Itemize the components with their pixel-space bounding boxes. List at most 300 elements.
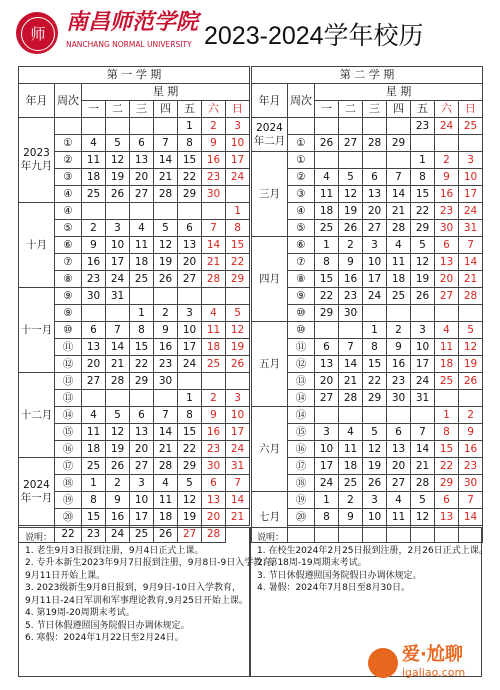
day-cell: 4 [82, 135, 106, 152]
day-cell: 3 [226, 118, 250, 135]
day-cell: 1 [435, 407, 459, 424]
day-cell: 16 [435, 186, 459, 203]
weekday-label: 一 [82, 101, 106, 118]
day-cell [435, 135, 459, 152]
table-row [252, 407, 483, 424]
day-cell: 11 [130, 237, 154, 254]
weekday-label: 一 [315, 101, 339, 118]
day-cell: 20 [363, 203, 387, 220]
day-cell: 21 [154, 169, 178, 186]
day-cell: 25 [459, 118, 483, 135]
week-header: 周次 [55, 84, 82, 118]
day-cell: 24 [178, 356, 202, 373]
day-cell: 6 [387, 424, 411, 441]
day-cell: 13 [435, 509, 459, 526]
day-cell [82, 118, 106, 135]
day-cell [435, 390, 459, 407]
day-cell: 6 [315, 339, 339, 356]
week-number: ⑯ [55, 441, 82, 458]
day-cell: 24 [411, 373, 435, 390]
day-cell: 17 [459, 186, 483, 203]
day-cell: 21 [459, 271, 483, 288]
day-cell: 15 [178, 152, 202, 169]
day-cell: 10 [130, 492, 154, 509]
day-cell: 12 [106, 152, 130, 169]
day-cell: 14 [154, 152, 178, 169]
day-cell: 21 [106, 356, 130, 373]
day-cell: 17 [226, 424, 250, 441]
day-cell: 24 [226, 441, 250, 458]
week-number: ⑱ [288, 475, 315, 492]
day-cell: 10 [178, 322, 202, 339]
day-cell: 23 [339, 288, 363, 305]
week-number: ⑰ [288, 458, 315, 475]
day-cell: 4 [387, 237, 411, 254]
day-cell [82, 390, 106, 407]
day-cell: 6 [130, 407, 154, 424]
month-label: 四月 [252, 237, 288, 322]
day-cell [315, 322, 339, 339]
day-cell: 21 [411, 458, 435, 475]
day-cell: 2 [387, 322, 411, 339]
day-cell: 28 [202, 526, 226, 543]
day-cell: 6 [363, 169, 387, 186]
day-cell: 29 [411, 220, 435, 237]
day-cell: 15 [178, 424, 202, 441]
day-cell: 3 [411, 322, 435, 339]
day-cell: 3 [315, 424, 339, 441]
day-cell: 8 [315, 509, 339, 526]
day-cell [339, 322, 363, 339]
day-cell: 23 [435, 203, 459, 220]
day-cell: 12 [459, 339, 483, 356]
day-cell: 20 [130, 169, 154, 186]
day-cell: 26 [106, 458, 130, 475]
weekday-label: 日 [459, 101, 483, 118]
day-cell: 15 [363, 356, 387, 373]
day-cell: 4 [154, 475, 178, 492]
day-cell: 29 [363, 390, 387, 407]
day-cell: 6 [435, 237, 459, 254]
day-cell: 27 [387, 475, 411, 492]
university-logo [16, 12, 58, 54]
weekday-label: 四 [387, 101, 411, 118]
day-cell: 8 [178, 407, 202, 424]
day-cell [82, 203, 106, 220]
week-number: ⑩ [288, 305, 315, 322]
day-cell: 29 [226, 271, 250, 288]
day-cell: 1 [130, 305, 154, 322]
week-number: ④ [55, 186, 82, 203]
day-cell: 8 [130, 322, 154, 339]
day-cell: 17 [363, 271, 387, 288]
day-cell: 21 [202, 254, 226, 271]
day-cell [315, 118, 339, 135]
day-cell: 22 [178, 169, 202, 186]
day-cell [130, 203, 154, 220]
day-cell: 23 [154, 356, 178, 373]
week-number: ⑯ [288, 441, 315, 458]
day-cell: 28 [339, 390, 363, 407]
day-cell: 21 [387, 203, 411, 220]
day-cell: 14 [226, 492, 250, 509]
day-cell: 19 [178, 509, 202, 526]
week-number: ⑬ [55, 373, 82, 390]
table-row [19, 373, 250, 390]
day-cell [202, 203, 226, 220]
day-cell: 8 [411, 169, 435, 186]
day-cell [106, 305, 130, 322]
day-cell: 26 [106, 186, 130, 203]
day-cell: 5 [154, 220, 178, 237]
week-number: ⑦ [55, 254, 82, 271]
week-number: ⑳ [55, 509, 82, 526]
day-cell: 15 [315, 271, 339, 288]
day-cell [387, 152, 411, 169]
day-cell: 4 [435, 322, 459, 339]
day-cell [130, 118, 154, 135]
month-label: 2024年二月 [252, 118, 288, 152]
day-cell: 2 [339, 237, 363, 254]
table-row [252, 492, 483, 509]
month-label: 三月 [252, 152, 288, 237]
day-cell: 18 [435, 356, 459, 373]
day-cell: 22 [315, 288, 339, 305]
day-cell: 24 [459, 203, 483, 220]
semester1-calendar-table [18, 66, 250, 543]
day-cell: 10 [363, 254, 387, 271]
day-cell: 14 [154, 424, 178, 441]
day-cell [339, 152, 363, 169]
day-cell: 16 [202, 152, 226, 169]
day-cell: 7 [459, 492, 483, 509]
day-cell: 15 [226, 237, 250, 254]
day-cell: 20 [435, 271, 459, 288]
day-cell: 27 [339, 135, 363, 152]
day-cell: 7 [411, 424, 435, 441]
table-row [252, 152, 483, 169]
day-cell: 31 [226, 458, 250, 475]
day-cell [411, 135, 435, 152]
week-number: ⑪ [55, 339, 82, 356]
day-cell: 10 [226, 407, 250, 424]
day-cell: 6 [130, 135, 154, 152]
week-number: ② [288, 169, 315, 186]
day-cell: 27 [82, 373, 106, 390]
week-number: ⑦ [288, 254, 315, 271]
week-number: ⑪ [288, 339, 315, 356]
day-cell: 25 [435, 373, 459, 390]
day-cell: 29 [130, 373, 154, 390]
day-cell: 24 [226, 169, 250, 186]
weekday-label: 六 [435, 101, 459, 118]
weekday-label: 六 [202, 101, 226, 118]
day-cell: 10 [106, 237, 130, 254]
day-cell: 16 [202, 424, 226, 441]
day-cell [202, 373, 226, 390]
day-cell: 16 [459, 441, 483, 458]
day-cell: 31 [411, 390, 435, 407]
week-number: ⑫ [288, 356, 315, 373]
day-cell [339, 118, 363, 135]
day-cell: 17 [411, 356, 435, 373]
weekday-label: 日 [226, 101, 250, 118]
day-cell: 18 [82, 441, 106, 458]
day-cell: 29 [315, 305, 339, 322]
month-label: 十二月 [19, 373, 55, 458]
day-cell: 5 [459, 322, 483, 339]
day-cell: 28 [106, 373, 130, 390]
day-cell: 29 [435, 475, 459, 492]
day-cell: 28 [154, 186, 178, 203]
day-cell [202, 288, 226, 305]
month-label: 六月 [252, 407, 288, 492]
day-cell: 27 [363, 220, 387, 237]
day-cell: 23 [202, 441, 226, 458]
day-cell: 13 [178, 237, 202, 254]
day-cell: 2 [106, 475, 130, 492]
notes-title: 说明： [25, 533, 53, 543]
day-cell [106, 390, 130, 407]
day-cell: 18 [82, 169, 106, 186]
day-cell: 30 [202, 186, 226, 203]
day-cell: 13 [363, 186, 387, 203]
day-cell [363, 407, 387, 424]
weekday-header: 星 期 [82, 84, 250, 101]
week-number [55, 118, 82, 135]
month-header: 年月 [252, 84, 288, 118]
note-line: 6. 寒假：2024年1月22日至2月24日。 [25, 633, 184, 643]
day-cell: 25 [339, 475, 363, 492]
day-cell: 7 [339, 339, 363, 356]
day-cell: 8 [178, 135, 202, 152]
day-cell: 14 [339, 356, 363, 373]
day-cell: 23 [202, 169, 226, 186]
week-number: ③ [288, 186, 315, 203]
day-cell: 22 [411, 203, 435, 220]
day-cell: 10 [226, 135, 250, 152]
weekday-label: 三 [363, 101, 387, 118]
day-cell: 15 [130, 339, 154, 356]
weekday-label: 三 [130, 101, 154, 118]
day-cell: 26 [154, 271, 178, 288]
day-cell: 10 [411, 339, 435, 356]
day-cell: 26 [154, 526, 178, 543]
month-header: 年月 [19, 84, 55, 118]
day-cell: 24 [106, 526, 130, 543]
day-cell: 7 [387, 169, 411, 186]
day-cell: 12 [178, 492, 202, 509]
week-number: ② [55, 152, 82, 169]
week-header: 周次 [288, 84, 315, 118]
day-cell: 14 [387, 186, 411, 203]
week-number: ⑮ [288, 424, 315, 441]
university-logo-glyph: 师 [21, 17, 55, 51]
week-number: ④ [55, 203, 82, 220]
day-cell: 25 [130, 526, 154, 543]
day-cell: 13 [435, 254, 459, 271]
day-cell: 13 [387, 441, 411, 458]
week-number [288, 118, 315, 135]
weekday-header: 星 期 [315, 84, 483, 101]
day-cell: 23 [411, 118, 435, 135]
day-cell: 2 [202, 118, 226, 135]
day-cell: 30 [82, 288, 106, 305]
day-cell: 25 [387, 288, 411, 305]
day-cell: 23 [82, 271, 106, 288]
weekday-label: 五 [178, 101, 202, 118]
day-cell: 3 [363, 492, 387, 509]
day-cell [178, 373, 202, 390]
day-cell: 9 [82, 237, 106, 254]
day-cell: 21 [339, 373, 363, 390]
day-cell: 12 [363, 441, 387, 458]
day-cell: 20 [130, 441, 154, 458]
day-cell: 29 [178, 186, 202, 203]
day-cell: 2 [154, 305, 178, 322]
week-number: ⑫ [55, 356, 82, 373]
note-line: 1. 在校生2024年2月25日报到注册，2月26日正式上课。 [257, 545, 488, 556]
day-cell: 9 [339, 509, 363, 526]
day-cell [226, 186, 250, 203]
day-cell: 9 [387, 339, 411, 356]
day-cell: 14 [459, 254, 483, 271]
day-cell: 17 [315, 458, 339, 475]
day-cell [459, 135, 483, 152]
week-number: ⑥ [288, 237, 315, 254]
day-cell: 6 [178, 220, 202, 237]
day-cell: 12 [339, 186, 363, 203]
day-cell: 20 [387, 458, 411, 475]
week-number: ⑲ [288, 492, 315, 509]
day-cell [459, 305, 483, 322]
day-cell: 26 [363, 475, 387, 492]
day-cell: 6 [202, 475, 226, 492]
day-cell: 19 [411, 271, 435, 288]
day-cell: 5 [411, 492, 435, 509]
day-cell: 31 [459, 220, 483, 237]
week-number: ⑭ [288, 407, 315, 424]
notes-title: 说明： [257, 533, 285, 543]
day-cell: 27 [178, 526, 202, 543]
week-number: ⑨ [55, 288, 82, 305]
day-cell: 23 [459, 458, 483, 475]
day-cell: 9 [435, 169, 459, 186]
day-cell: 21 [226, 509, 250, 526]
day-cell: 1 [363, 322, 387, 339]
day-cell: 4 [82, 407, 106, 424]
month-label: 七月 [252, 492, 288, 543]
day-cell: 3 [178, 305, 202, 322]
day-cell: 9 [154, 322, 178, 339]
week-number: ① [288, 135, 315, 152]
day-cell: 11 [82, 424, 106, 441]
day-cell [363, 152, 387, 169]
day-cell: 14 [106, 339, 130, 356]
day-cell: 7 [459, 237, 483, 254]
watermark-logo-icon [368, 648, 398, 678]
day-cell [387, 305, 411, 322]
day-cell [106, 118, 130, 135]
day-cell: 26 [411, 288, 435, 305]
page-header [0, 0, 500, 62]
month-label: 2024年一月 [19, 458, 55, 526]
day-cell: 17 [130, 509, 154, 526]
day-cell: 11 [82, 152, 106, 169]
day-cell: 17 [226, 152, 250, 169]
week-number: ⑬ [55, 390, 82, 407]
day-cell: 19 [226, 339, 250, 356]
week-number: ⑤ [55, 220, 82, 237]
table-row [19, 203, 250, 220]
month-label: 2023年九月 [19, 118, 55, 203]
day-cell: 8 [315, 254, 339, 271]
day-cell: 6 [82, 322, 106, 339]
day-cell: 30 [154, 373, 178, 390]
day-cell: 7 [106, 322, 130, 339]
day-cell: 15 [411, 186, 435, 203]
note-line: 1. 老生9月3日报到注册，9月4日正式上课。 [25, 545, 204, 556]
day-cell [459, 390, 483, 407]
week-number: ⑲ [55, 492, 82, 509]
watermark-url: igaliao.com [402, 666, 466, 679]
day-cell [226, 288, 250, 305]
day-cell: 11 [315, 186, 339, 203]
table-row [19, 118, 250, 135]
day-cell: 11 [387, 509, 411, 526]
day-cell: 4 [130, 220, 154, 237]
day-cell: 25 [82, 186, 106, 203]
day-cell: 13 [202, 492, 226, 509]
page-title: 2023-2024学年校历 [204, 22, 424, 50]
week-number: ⑨ [288, 288, 315, 305]
day-cell: 24 [106, 271, 130, 288]
day-cell: 2 [435, 152, 459, 169]
day-cell: 31 [106, 288, 130, 305]
week-number: ⑨ [55, 305, 82, 322]
day-cell: 22 [435, 458, 459, 475]
day-cell: 25 [315, 220, 339, 237]
table-row [252, 322, 483, 339]
day-cell: 7 [226, 475, 250, 492]
day-cell: 3 [130, 475, 154, 492]
table-row [19, 458, 250, 475]
day-cell: 3 [459, 152, 483, 169]
semester1-title: 第 一 学 期 [19, 67, 250, 84]
day-cell: 9 [459, 424, 483, 441]
day-cell: 27 [130, 186, 154, 203]
day-cell [82, 305, 106, 322]
week-number: ⑥ [55, 237, 82, 254]
week-number: ⑱ [55, 475, 82, 492]
week-number: ③ [55, 169, 82, 186]
note-line: 3. 节日休假遵照国务院假日办调休规定。 [257, 570, 422, 581]
day-cell: 1 [226, 203, 250, 220]
day-cell: 3 [226, 390, 250, 407]
day-cell: 30 [459, 475, 483, 492]
day-cell: 25 [130, 271, 154, 288]
week-number: ⑭ [55, 407, 82, 424]
day-cell: 8 [226, 220, 250, 237]
day-cell: 28 [154, 458, 178, 475]
day-cell: 19 [363, 458, 387, 475]
semester1-notes [18, 527, 275, 677]
day-cell: 5 [411, 237, 435, 254]
day-cell: 1 [411, 152, 435, 169]
day-cell: 5 [226, 305, 250, 322]
day-cell [154, 118, 178, 135]
day-cell: 24 [363, 288, 387, 305]
